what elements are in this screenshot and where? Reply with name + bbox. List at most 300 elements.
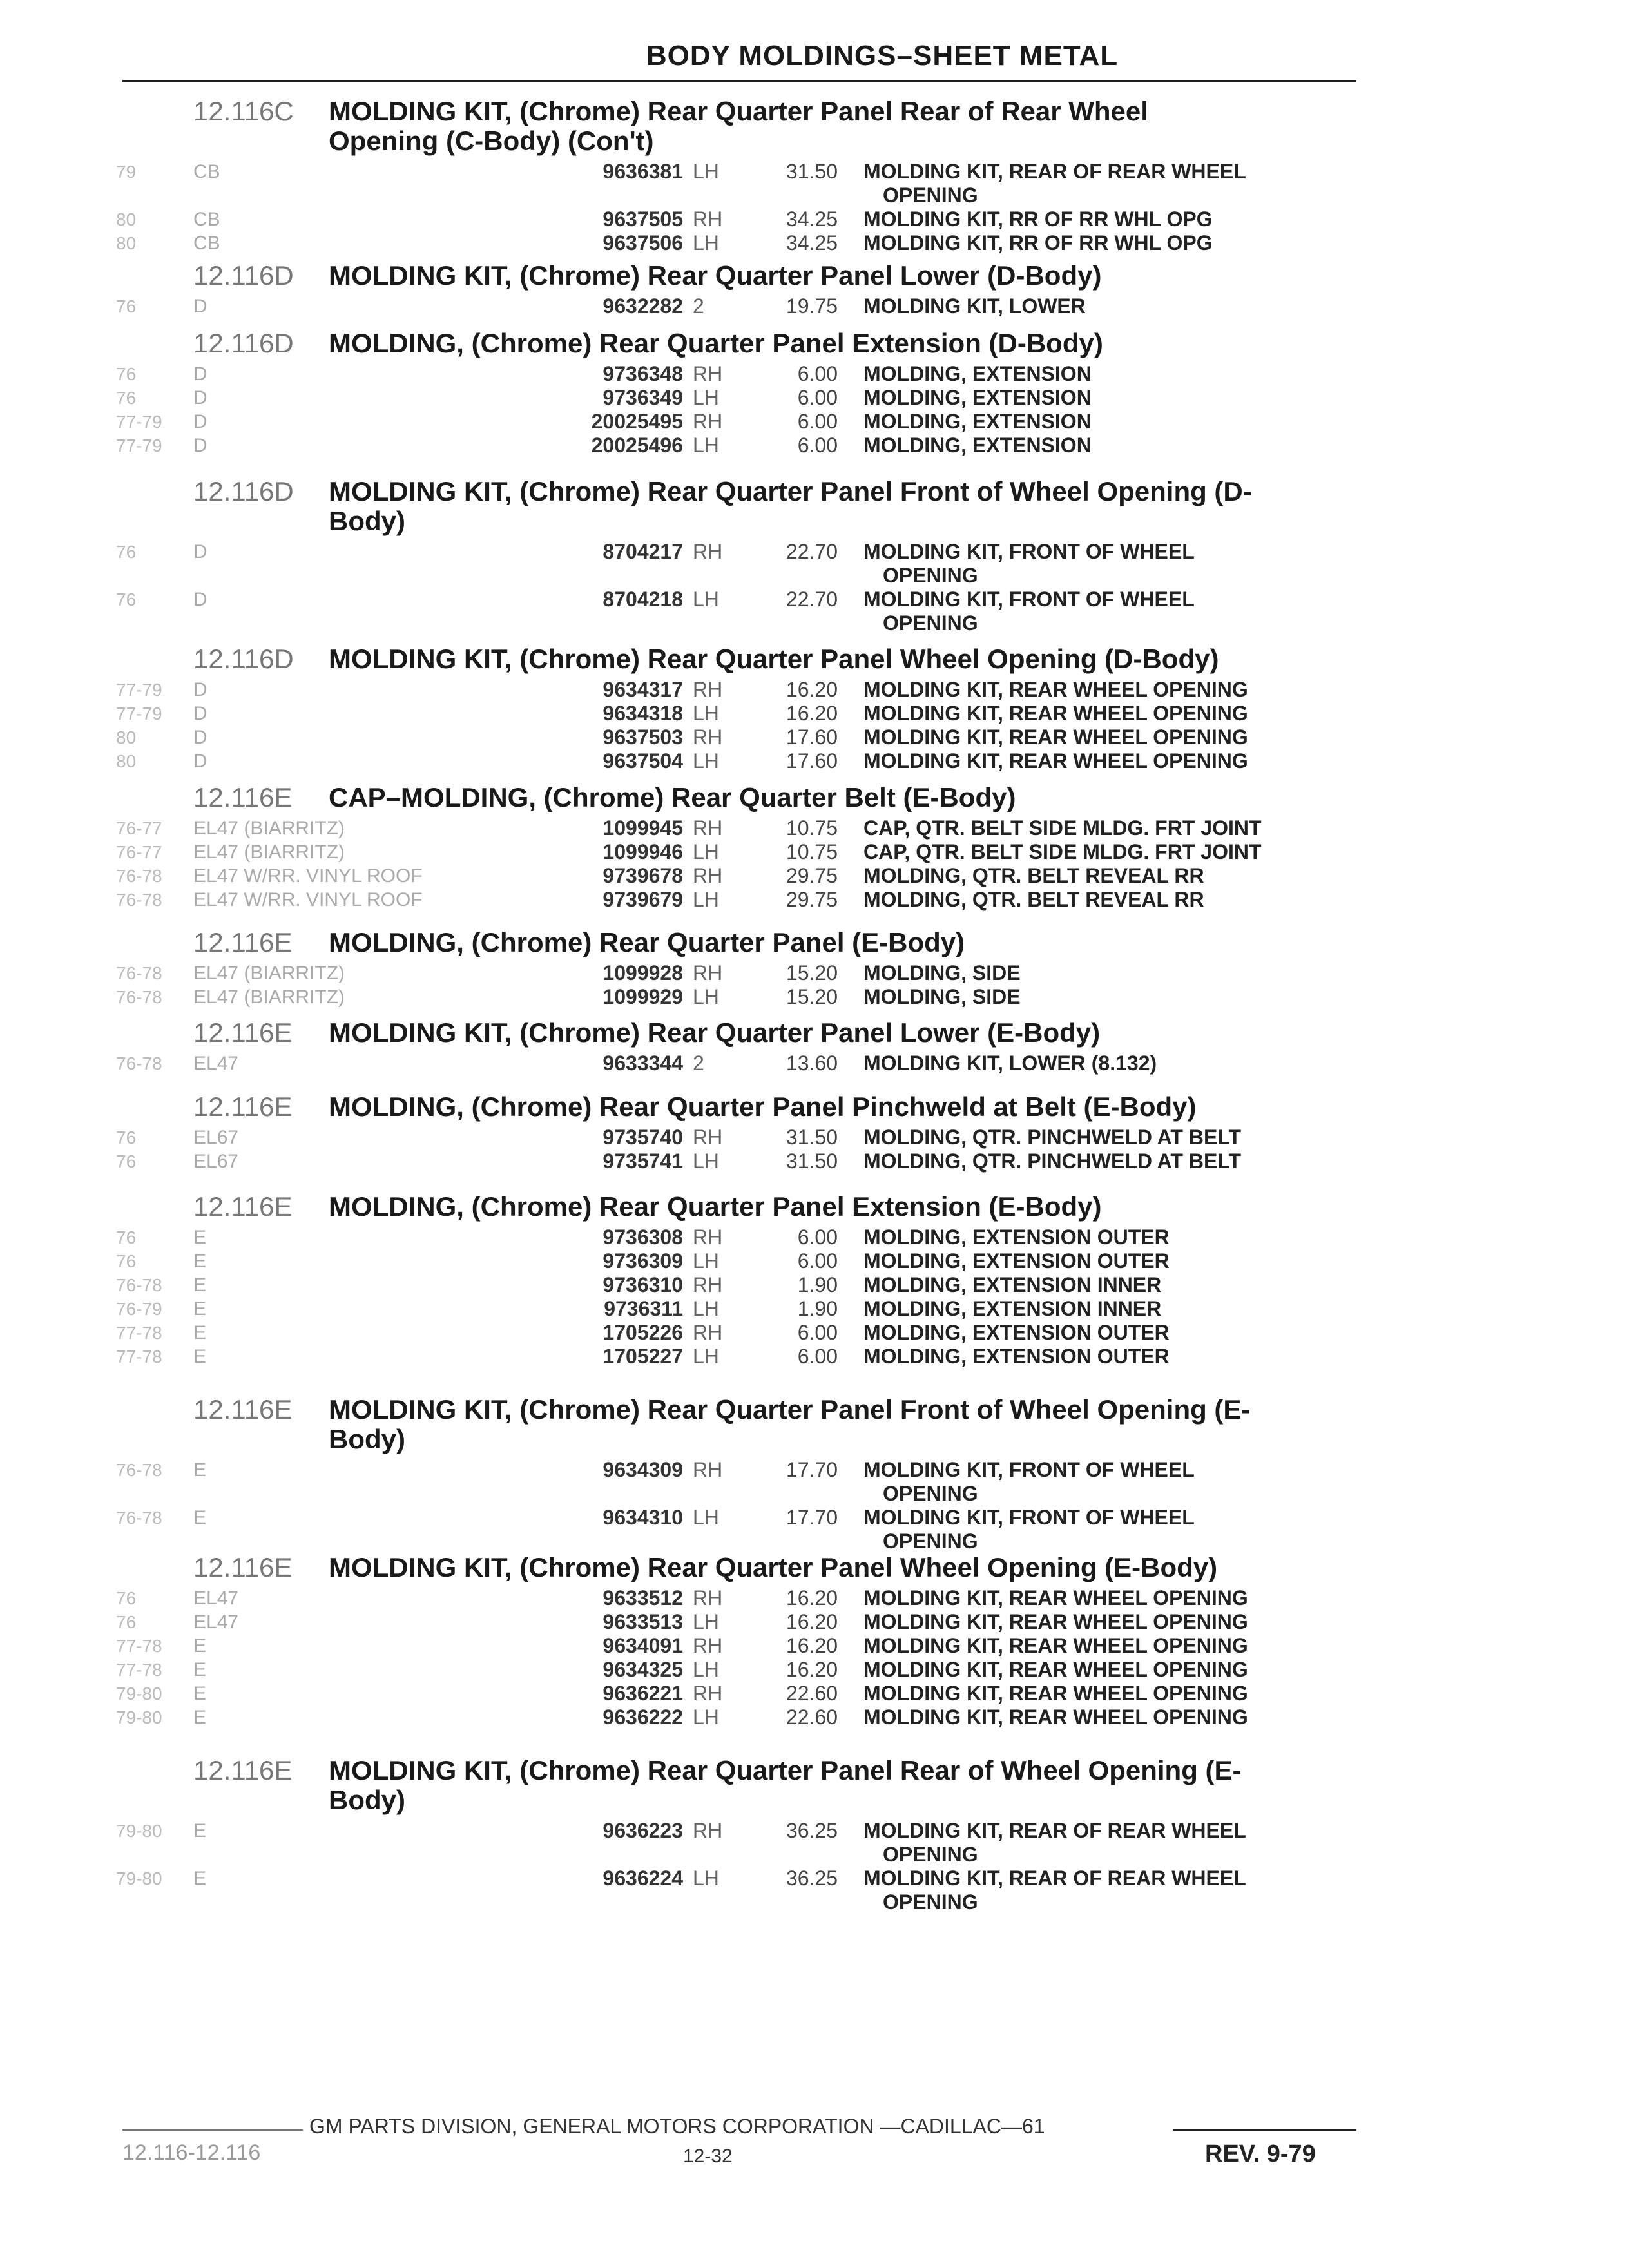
part-description (863, 816, 1347, 840)
list-price: 31.50 (786, 1126, 838, 1149)
part-description-line: MOLDING, EXTENSION OUTER (863, 1321, 1170, 1344)
body-model: D (193, 411, 207, 432)
part-number: 8704218 (602, 588, 683, 611)
part-description-continued: OPENING (883, 1890, 978, 1914)
part-description (863, 1610, 1347, 1634)
section-heading (193, 644, 1353, 674)
model-year: 76 (116, 590, 137, 610)
part-description (863, 1297, 1347, 1321)
body-model: E (193, 1683, 207, 1704)
part-description (863, 1586, 1347, 1610)
part-description (863, 1458, 1347, 1506)
model-year: 79-80 (116, 1707, 162, 1727)
side-or-quantity: LH (693, 434, 719, 457)
section-number: 12.116E (193, 1394, 293, 1425)
model-year: 76-78 (116, 963, 162, 983)
list-price: 16.20 (786, 678, 838, 701)
part-number: 20025496 (591, 434, 683, 457)
model-year: 76 (116, 1612, 137, 1632)
model-year: 77-79 (116, 704, 162, 724)
body-model: EL47 (193, 1053, 239, 1074)
side-or-quantity: LH (693, 749, 719, 773)
list-price: 34.25 (786, 207, 838, 231)
part-number: 9637504 (602, 749, 683, 773)
list-price: 36.25 (786, 1867, 838, 1890)
catalog-section (116, 1091, 1353, 1173)
model-year: 77-79 (116, 680, 162, 700)
section-title: MOLDING KIT, (Chrome) Rear Quarter Panel Rear of Rear Wheel (329, 96, 1148, 126)
part-number: 9633512 (602, 1586, 683, 1610)
list-price: 15.20 (786, 961, 838, 985)
section-heading (193, 97, 1353, 156)
side-or-quantity: RH (693, 1586, 723, 1610)
side-or-quantity: LH (693, 231, 719, 255)
model-year: 76 (116, 1151, 137, 1171)
part-number: 9636222 (602, 1706, 683, 1729)
section-title: MOLDING, (Chrome) Rear Quarter Panel Extension (E-Body) (329, 1191, 1102, 1222)
catalog-section (116, 644, 1353, 773)
model-year: 76 (116, 542, 137, 562)
part-description (863, 961, 1347, 985)
part-row (116, 207, 1353, 231)
part-description (863, 294, 1347, 318)
side-or-quantity: LH (693, 588, 719, 611)
list-price: 17.70 (786, 1458, 838, 1481)
side-or-quantity: RH (693, 1273, 723, 1296)
part-description-continued: OPENING (883, 611, 978, 635)
model-year: 76 (116, 1251, 137, 1271)
section-number: 12.116C (193, 96, 294, 126)
list-price: 19.75 (786, 294, 838, 318)
part-description-line: MOLDING, EXTENSION INNER (863, 1273, 1162, 1296)
part-description (863, 678, 1347, 702)
side-or-quantity: 2 (693, 294, 704, 318)
side-or-quantity: LH (693, 1249, 719, 1273)
body-model: D (193, 387, 207, 408)
part-description-line: MOLDING, EXTENSION OUTER (863, 1225, 1170, 1249)
part-description (863, 1506, 1347, 1553)
list-price: 6.00 (797, 1225, 838, 1249)
part-number: 20025495 (591, 410, 683, 433)
part-number: 9736310 (602, 1273, 683, 1296)
part-row (116, 362, 1353, 386)
part-row (116, 1658, 1353, 1682)
part-description-line: MOLDING KIT, LOWER (863, 294, 1086, 318)
body-model: EL47 (193, 1611, 239, 1633)
section-heading (193, 1018, 1353, 1048)
part-description (863, 1321, 1347, 1345)
list-price: 6.00 (797, 434, 838, 457)
body-model: E (193, 1274, 207, 1296)
list-price: 15.20 (786, 985, 838, 1008)
part-description-line: MOLDING, EXTENSION OUTER (863, 1345, 1170, 1368)
part-description-line: MOLDING, EXTENSION (863, 386, 1092, 409)
model-year: 77-79 (116, 436, 162, 456)
part-description-line: MOLDING KIT, RR OF RR WHL OPG (863, 231, 1213, 255)
part-description-line: MOLDING KIT, FRONT OF WHEEL (863, 588, 1195, 611)
list-price: 16.20 (786, 702, 838, 725)
part-row (116, 888, 1353, 912)
part-description-line: MOLDING KIT, FRONT OF WHEEL (863, 540, 1195, 563)
catalog-section (116, 1394, 1353, 1553)
part-row (116, 749, 1353, 773)
part-row (116, 678, 1353, 702)
section-title: MOLDING KIT, (Chrome) Rear Quarter Panel Wheel Opening (D-Body) (329, 644, 1219, 674)
catalog-section (116, 260, 1353, 318)
catalog-section (116, 1017, 1353, 1075)
list-price: 34.25 (786, 231, 838, 255)
part-description-line: MOLDING KIT, REAR WHEEL OPENING (863, 749, 1248, 773)
part-description-continued: OPENING (883, 184, 978, 207)
part-description-continued: OPENING (883, 1482, 978, 1505)
side-or-quantity: LH (693, 1149, 719, 1173)
part-description-continued: OPENING (883, 564, 978, 587)
part-number: 9636224 (602, 1867, 683, 1890)
section-number: 12.116E (193, 782, 293, 812)
part-row (116, 434, 1353, 457)
body-model: D (193, 679, 207, 700)
body-model: D (193, 589, 207, 610)
section-title: MOLDING, (Chrome) Rear Quarter Panel (E-Body) (329, 927, 965, 957)
body-model: E (193, 1868, 207, 1889)
side-or-quantity: RH (693, 726, 723, 749)
part-description (863, 1634, 1347, 1658)
side-or-quantity: LH (693, 1867, 719, 1890)
body-model: E (193, 1459, 207, 1481)
part-description-continued: OPENING (883, 1530, 978, 1553)
side-or-quantity: LH (693, 1610, 719, 1633)
list-price: 10.75 (786, 840, 838, 863)
part-number: 9736349 (602, 386, 683, 409)
part-number: 9632282 (602, 294, 683, 318)
section-title: CAP–MOLDING, (Chrome) Rear Quarter Belt (E-Body) (329, 782, 1016, 812)
part-description-line: MOLDING, SIDE (863, 961, 1021, 985)
list-price: 17.70 (786, 1506, 838, 1529)
side-or-quantity: RH (693, 1225, 723, 1249)
model-year: 76 (116, 364, 137, 384)
part-number: 9634091 (602, 1634, 683, 1657)
part-number: 9736311 (604, 1297, 683, 1320)
part-number: 1705226 (602, 1321, 683, 1344)
model-year: 76-78 (116, 1460, 162, 1480)
part-number: 1099928 (602, 961, 683, 985)
part-description (863, 749, 1347, 773)
part-description (863, 1149, 1347, 1173)
catalog-section (116, 1191, 1353, 1369)
part-description (863, 726, 1347, 749)
list-price: 31.50 (786, 1149, 838, 1173)
side-or-quantity: RH (693, 961, 723, 985)
part-description-line: MOLDING KIT, REAR WHEEL OPENING (863, 1586, 1248, 1610)
model-year: 77-78 (116, 1323, 162, 1343)
part-row (116, 1321, 1353, 1345)
side-or-quantity: LH (693, 1345, 719, 1368)
side-or-quantity: RH (693, 678, 723, 701)
part-description (863, 1126, 1347, 1149)
model-year: 76 (116, 1588, 137, 1608)
section-title: MOLDING KIT, (Chrome) Rear Quarter Panel Lower (E-Body) (329, 1017, 1101, 1048)
part-description (863, 1225, 1347, 1249)
side-or-quantity: LH (693, 1506, 719, 1529)
list-price: 16.20 (786, 1586, 838, 1610)
body-model: CB (193, 233, 220, 254)
part-description-line: MOLDING KIT, REAR OF REAR WHEEL (863, 1867, 1246, 1890)
part-description (863, 434, 1347, 457)
header-rule (122, 80, 1356, 82)
part-row (116, 1249, 1353, 1273)
part-number: 9634317 (602, 678, 683, 701)
part-description (863, 231, 1347, 255)
part-row (116, 961, 1353, 985)
part-description-line: MOLDING KIT, FRONT OF WHEEL (863, 1458, 1195, 1481)
part-number: 9634318 (602, 702, 683, 725)
section-title: MOLDING KIT, (Chrome) Rear Quarter Panel Wheel Opening (E-Body) (329, 1552, 1218, 1582)
body-model: E (193, 1298, 207, 1320)
part-description-line: MOLDING, EXTENSION (863, 434, 1092, 457)
model-year: 80 (116, 209, 137, 229)
part-number: 9736308 (602, 1225, 683, 1249)
part-row (116, 1345, 1353, 1369)
part-row (116, 1682, 1353, 1706)
section-heading (193, 261, 1353, 291)
body-model: D (193, 751, 207, 772)
section-number: 12.116E (193, 1091, 293, 1122)
model-year: 76-79 (116, 1299, 162, 1319)
body-model: EL47 (BIARRITZ) (193, 986, 345, 1008)
catalog-section (116, 476, 1353, 635)
part-description (863, 1052, 1347, 1075)
list-price: 31.50 (786, 160, 838, 183)
list-price: 36.25 (786, 1819, 838, 1842)
body-model: E (193, 1635, 207, 1657)
section-title-continued: Body) (329, 1785, 405, 1815)
list-price: 17.60 (786, 726, 838, 749)
model-year: 76-78 (116, 1053, 162, 1073)
section-heading (193, 1192, 1353, 1222)
part-row (116, 1126, 1353, 1149)
model-year: 76-78 (116, 890, 162, 910)
body-model: E (193, 1322, 207, 1343)
side-or-quantity: LH (693, 840, 719, 863)
part-description (863, 864, 1347, 888)
footer-page-number: 12-32 (683, 2146, 733, 2167)
model-year: 76-77 (116, 818, 162, 838)
part-description (863, 1658, 1347, 1682)
part-number: 9636221 (602, 1682, 683, 1705)
model-year: 76-78 (116, 987, 162, 1007)
list-price: 1.90 (797, 1297, 838, 1320)
side-or-quantity: LH (693, 1658, 719, 1681)
model-year: 77-78 (116, 1636, 162, 1656)
section-number: 12.116D (193, 328, 294, 358)
part-number: 9637503 (602, 726, 683, 749)
list-price: 29.75 (786, 888, 838, 911)
catalog-section (116, 927, 1353, 1009)
list-price: 17.60 (786, 749, 838, 773)
part-description-line: MOLDING, EXTENSION (863, 362, 1092, 385)
page-title: BODY MOLDINGS–SHEET METAL (646, 40, 1119, 72)
part-row (116, 1506, 1353, 1553)
side-or-quantity: RH (693, 816, 723, 840)
side-or-quantity: RH (693, 1321, 723, 1344)
part-description (863, 207, 1347, 231)
body-model: EL67 (193, 1127, 239, 1148)
model-year: 79 (116, 162, 137, 182)
part-description-line: MOLDING, QTR. PINCHWELD AT BELT (863, 1126, 1242, 1149)
part-number: 9634325 (602, 1658, 683, 1681)
part-number: 9739679 (602, 888, 683, 911)
part-number: 9736309 (602, 1249, 683, 1273)
catalog-section (116, 328, 1353, 457)
part-description (863, 702, 1347, 726)
section-title: MOLDING, (Chrome) Rear Quarter Panel Pinchweld at Belt (E-Body) (329, 1091, 1197, 1122)
section-number: 12.116E (193, 1017, 293, 1048)
part-number: 9735741 (602, 1149, 683, 1173)
footer-publisher: GM PARTS DIVISION, GENERAL MOTORS CORPORATION —CADILLAC—61 (309, 2115, 1045, 2138)
list-price: 22.60 (786, 1706, 838, 1729)
part-description-line: MOLDING, QTR. PINCHWELD AT BELT (863, 1149, 1242, 1173)
list-price: 1.90 (797, 1273, 838, 1296)
side-or-quantity: RH (693, 1682, 723, 1705)
part-description (863, 1706, 1347, 1729)
part-row (116, 160, 1353, 207)
section-number: 12.116D (193, 644, 294, 674)
part-description (863, 386, 1347, 410)
section-number: 12.116E (193, 927, 293, 957)
part-row (116, 1273, 1353, 1297)
body-model: D (193, 727, 207, 748)
part-number: 9636381 (602, 160, 683, 183)
part-description (863, 1273, 1347, 1297)
part-row (116, 1706, 1353, 1729)
side-or-quantity: RH (693, 410, 723, 433)
section-heading (193, 783, 1353, 812)
part-description (863, 985, 1347, 1009)
part-row (116, 1052, 1353, 1075)
model-year: 80 (116, 727, 137, 747)
side-or-quantity: RH (693, 1458, 723, 1481)
part-description-line: MOLDING KIT, REAR WHEEL OPENING (863, 1610, 1248, 1633)
section-title: MOLDING KIT, (Chrome) Rear Quarter Panel Front of Wheel Opening (E- (329, 1394, 1251, 1425)
part-description (863, 540, 1347, 588)
part-description (863, 362, 1347, 386)
body-model: E (193, 1820, 207, 1841)
list-price: 6.00 (797, 386, 838, 409)
model-year: 76-78 (116, 1508, 162, 1528)
section-number: 12.116D (193, 260, 294, 291)
part-number: 9637506 (602, 231, 683, 255)
section-heading (193, 1553, 1353, 1582)
side-or-quantity: LH (693, 386, 719, 409)
part-description (863, 410, 1347, 434)
part-number: 9634310 (602, 1506, 683, 1529)
part-row (116, 864, 1353, 888)
model-year: 77-78 (116, 1660, 162, 1680)
section-title: MOLDING, (Chrome) Rear Quarter Panel Extension (D-Body) (329, 328, 1103, 358)
catalog-section (116, 1755, 1353, 1914)
footer-rule-left (122, 2129, 303, 2131)
part-row (116, 1458, 1353, 1506)
section-title: MOLDING KIT, (Chrome) Rear Quarter Panel Rear of Wheel Opening (E- (329, 1755, 1242, 1785)
section-title: MOLDING KIT, (Chrome) Rear Quarter Panel Lower (D-Body) (329, 260, 1102, 291)
part-description-line: MOLDING KIT, REAR WHEEL OPENING (863, 678, 1248, 701)
part-number: 8704217 (602, 540, 683, 563)
side-or-quantity: RH (693, 864, 723, 887)
part-number: 9637505 (602, 207, 683, 231)
part-description (863, 1867, 1347, 1914)
part-row (116, 702, 1353, 726)
catalog-section (116, 782, 1353, 912)
part-description-line: MOLDING KIT, REAR WHEEL OPENING (863, 1658, 1248, 1681)
list-price: 13.60 (786, 1052, 838, 1075)
section-heading (193, 928, 1353, 957)
model-year: 80 (116, 233, 137, 253)
section-heading (193, 1395, 1353, 1454)
body-model: EL47 (BIARRITZ) (193, 818, 345, 839)
model-year: 77-79 (116, 412, 162, 432)
catalog-section (116, 96, 1353, 255)
part-description (863, 160, 1347, 207)
body-model: D (193, 541, 207, 562)
body-model: E (193, 1707, 207, 1728)
part-row (116, 231, 1353, 255)
part-description-line: MOLDING KIT, REAR WHEEL OPENING (863, 1634, 1248, 1657)
model-year: 76 (116, 388, 137, 408)
model-year: 76 (116, 1128, 137, 1148)
section-heading (193, 477, 1353, 536)
body-model: EL47 (193, 1588, 239, 1609)
list-price: 6.00 (797, 362, 838, 385)
model-year: 76-78 (116, 866, 162, 886)
part-description (863, 1345, 1347, 1369)
catalog-section (116, 1552, 1353, 1729)
part-description-continued: OPENING (883, 1843, 978, 1866)
part-description-line: MOLDING, EXTENSION OUTER (863, 1249, 1170, 1273)
body-model: EL47 W/RR. VINYL ROOF (193, 889, 423, 910)
model-year: 79-80 (116, 1684, 162, 1704)
part-row (116, 1297, 1353, 1321)
part-row (116, 840, 1353, 864)
section-number: 12.116E (193, 1755, 293, 1785)
section-title-continued: Body) (329, 1424, 405, 1454)
body-model: D (193, 296, 207, 317)
body-model: CB (193, 161, 220, 182)
side-or-quantity: RH (693, 1126, 723, 1149)
part-description-line: MOLDING, QTR. BELT REVEAL RR (863, 888, 1204, 911)
list-price: 6.00 (797, 410, 838, 433)
part-description-line: MOLDING KIT, REAR WHEEL OPENING (863, 1706, 1248, 1729)
part-row (116, 816, 1353, 840)
model-year: 76 (116, 296, 137, 316)
section-heading (193, 1756, 1353, 1815)
part-number: 1099946 (602, 840, 683, 863)
body-model: EL67 (193, 1151, 239, 1172)
part-description (863, 840, 1347, 864)
list-price: 29.75 (786, 864, 838, 887)
side-or-quantity: LH (693, 985, 719, 1008)
part-number: 1705227 (602, 1345, 683, 1368)
list-price: 16.20 (786, 1610, 838, 1633)
list-price: 22.70 (786, 588, 838, 611)
side-or-quantity: LH (693, 888, 719, 911)
body-model: E (193, 1346, 207, 1367)
part-row (116, 1149, 1353, 1173)
part-number: 9634309 (602, 1458, 683, 1481)
section-title-continued: Body) (329, 506, 405, 536)
part-description-line: MOLDING, QTR. BELT REVEAL RR (863, 864, 1204, 887)
body-model: E (193, 1659, 207, 1680)
side-or-quantity: LH (693, 1297, 719, 1320)
